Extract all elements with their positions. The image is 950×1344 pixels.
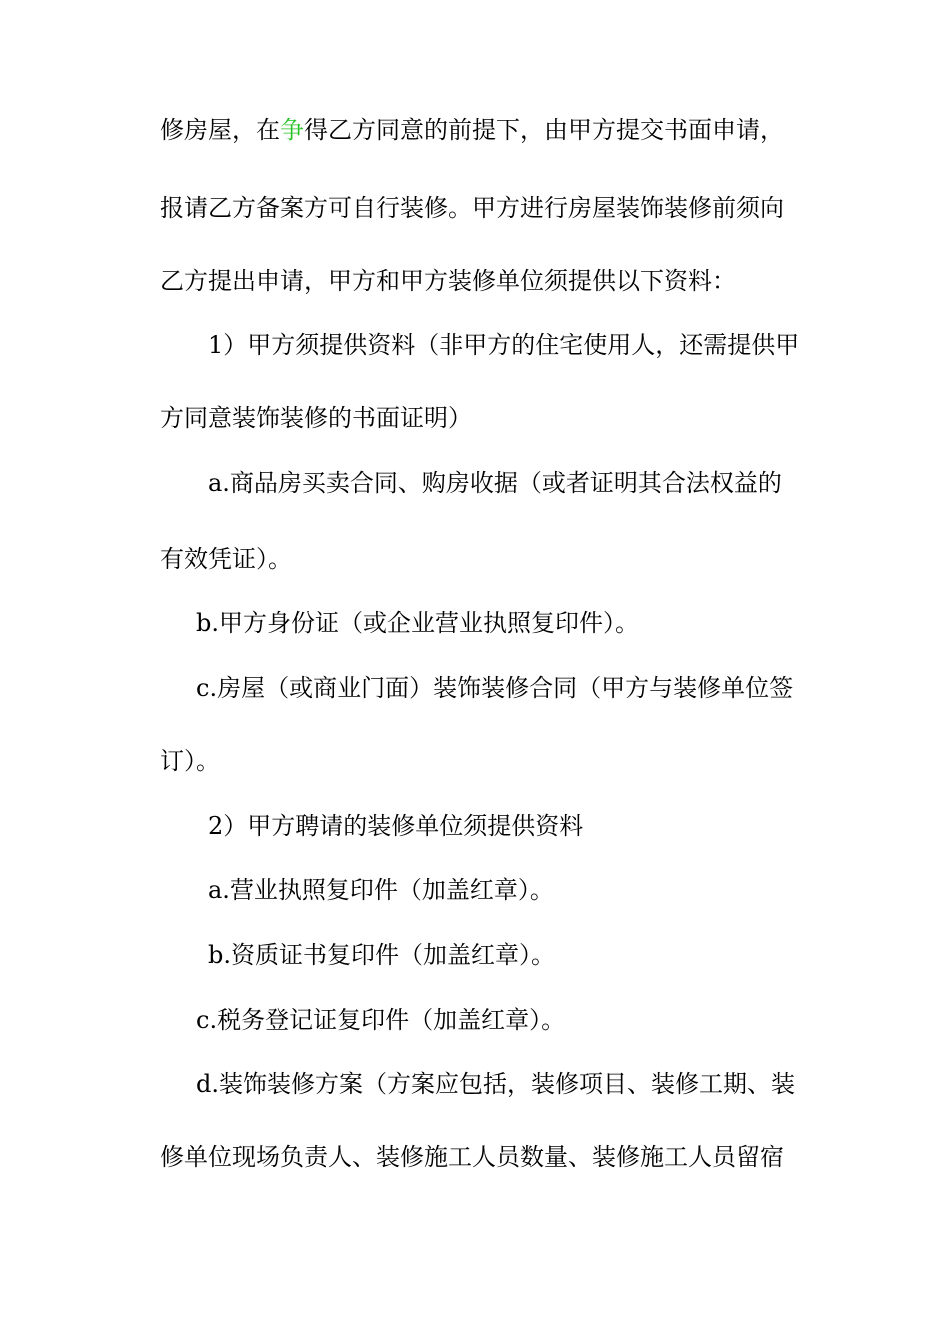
list-item-2b: b.资质证书复印件（加盖红章）。 bbox=[208, 941, 555, 969]
list-heading-1: 1）甲方须提供资料（非甲方的住宅使用人，还需提供甲 bbox=[208, 331, 800, 359]
list-heading-1-continued: 方同意装饰装修的书面证明） bbox=[160, 404, 472, 432]
list-item-2c: c.税务登记证复印件（加盖红章）。 bbox=[196, 1006, 566, 1034]
list-item-1b: b.甲方身份证（或企业营业执照复印件）。 bbox=[196, 609, 639, 637]
paragraph-line-3: 乙方提出申请，甲方和甲方装修单位须提供以下资料： bbox=[160, 267, 736, 295]
list-item-1c: c.房屋（或商业门面）装饰装修合同（甲方与装修单位签 bbox=[196, 674, 794, 702]
line-1-text-after: 得乙方同意的前提下，由甲方提交书面申请， bbox=[304, 116, 784, 144]
list-item-2d: d.装饰装修方案（方案应包括，装修项目、装修工期、装 bbox=[196, 1070, 795, 1098]
list-item-2a: a.营业执照复印件（加盖红章）。 bbox=[208, 876, 554, 904]
list-item-2d-continued: 修单位现场负责人、装修施工人员数量、装修施工人员留宿 bbox=[160, 1143, 784, 1171]
list-item-1c-continued: 订）。 bbox=[160, 747, 220, 775]
line-1-text-before: 修房屋，在 bbox=[160, 116, 280, 144]
paragraph-line-2: 报请乙方备案方可自行装修。甲方进行房屋装饰装修前须向 bbox=[160, 194, 784, 222]
list-item-1a-continued: 有效凭证）。 bbox=[160, 545, 292, 573]
paragraph-line-1 bbox=[160, 115, 784, 145]
list-heading-2: 2）甲方聘请的装修单位须提供资料 bbox=[208, 812, 584, 840]
line-1-highlighted-char: 争 bbox=[280, 116, 304, 144]
list-item-1a: a.商品房买卖合同、购房收据（或者证明其合法权益的 bbox=[208, 469, 782, 497]
